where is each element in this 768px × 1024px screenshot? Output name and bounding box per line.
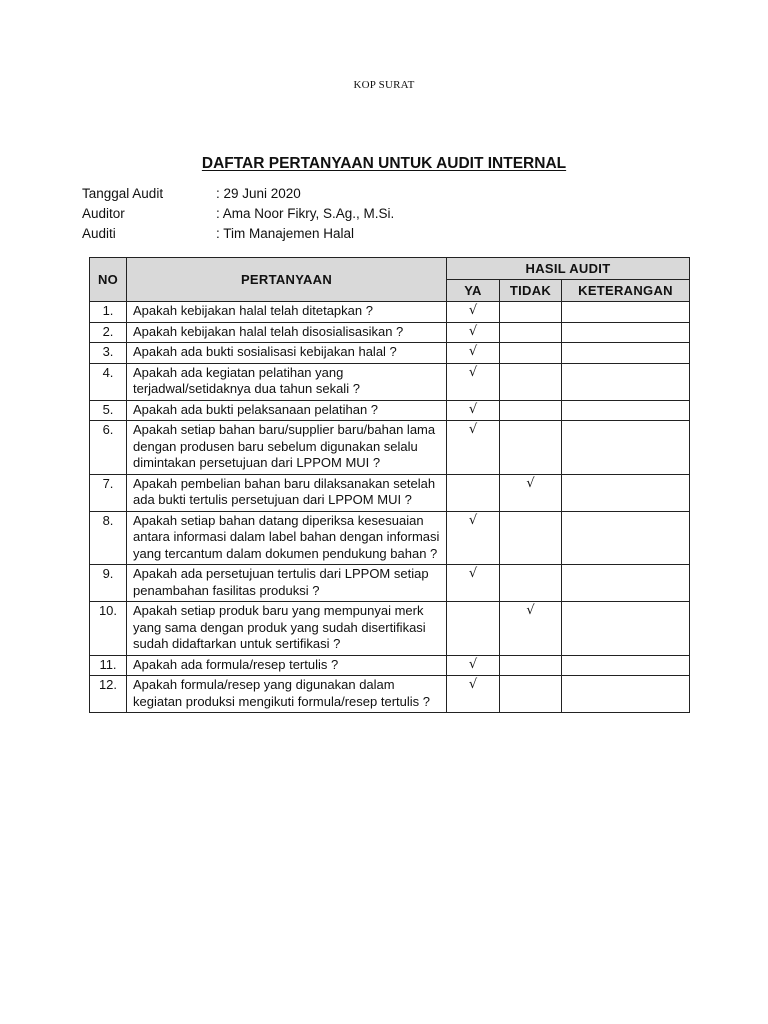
table-row — [90, 655, 690, 676]
row-question: Apakah ada formula/resep tertulis ? — [127, 655, 447, 676]
row-ya-check: √ — [447, 511, 500, 565]
meta-row-auditi — [82, 224, 394, 244]
row-keterangan — [562, 511, 690, 565]
row-tidak-check — [500, 363, 562, 400]
row-tidak-check — [500, 565, 562, 602]
row-number: 8. — [90, 511, 127, 565]
row-number: 2. — [90, 322, 127, 343]
row-number: 9. — [90, 565, 127, 602]
meta-value: : 29 Juni 2020 — [216, 186, 301, 201]
row-ya-check: √ — [447, 565, 500, 602]
table-row — [90, 363, 690, 400]
kop-surat: KOP SURAT — [353, 79, 415, 91]
table-row — [90, 676, 690, 713]
row-question: Apakah kebijakan halal telah ditetapkan ? — [127, 302, 447, 323]
row-question: Apakah setiap produk baru yang mempunyai merk yang sama dengan produk yang sudah disertifikasi sudah didaftarkan untuk sertifikasi ? — [127, 602, 447, 656]
row-tidak-check — [500, 655, 562, 676]
meta-value: : Tim Manajemen Halal — [216, 226, 355, 241]
header-row — [90, 258, 690, 280]
row-number: 6. — [90, 421, 127, 475]
header-pertanyaan: PERTANYAAN — [127, 258, 447, 302]
document-title: DAFTAR PERTANYAAN UNTUK AUDIT INTERNAL — [201, 155, 567, 172]
header-no: NO — [90, 258, 127, 302]
table-row — [90, 400, 690, 421]
audit-table — [89, 257, 690, 713]
row-tidak-check — [500, 322, 562, 343]
header-keterangan: KETERANGAN — [562, 280, 690, 302]
row-number: 10. — [90, 602, 127, 656]
row-keterangan — [562, 302, 690, 323]
row-tidak-check: √ — [500, 602, 562, 656]
header-hasil-audit: HASIL AUDIT — [447, 258, 690, 280]
header-tidak: TIDAK — [500, 280, 562, 302]
row-ya-check: √ — [447, 363, 500, 400]
row-keterangan — [562, 655, 690, 676]
row-question: Apakah setiap bahan baru/supplier baru/bahan lama dengan produsen baru sebelum digunakan selalu dimintakan persetujuan dari LPPOM MUI ? — [127, 421, 447, 475]
row-tidak-check — [500, 421, 562, 475]
table-row — [90, 343, 690, 364]
table-row — [90, 322, 690, 343]
row-keterangan — [562, 343, 690, 364]
row-tidak-check — [500, 511, 562, 565]
row-number: 5. — [90, 400, 127, 421]
row-ya-check: √ — [447, 400, 500, 421]
row-question: Apakah ada persetujuan tertulis dari LPPOM setiap penambahan fasilitas produksi ? — [127, 565, 447, 602]
row-ya-check: √ — [447, 322, 500, 343]
row-keterangan — [562, 400, 690, 421]
row-ya-check: √ — [447, 655, 500, 676]
table-row — [90, 511, 690, 565]
table-row — [90, 421, 690, 475]
row-keterangan — [562, 322, 690, 343]
row-question: Apakah setiap bahan datang diperiksa kesesuaian antara informasi dalam label bahan dengan informasi yang tercantum dalam dokumen pendukung bahan ? — [127, 511, 447, 565]
row-keterangan — [562, 363, 690, 400]
meta-label: Auditi — [82, 226, 116, 241]
row-ya-check — [447, 602, 500, 656]
row-keterangan — [562, 421, 690, 475]
row-tidak-check — [500, 302, 562, 323]
table-row — [90, 302, 690, 323]
row-question: Apakah formula/resep yang digunakan dalam kegiatan produksi mengikuti formula/resep tertulis ? — [127, 676, 447, 713]
row-ya-check — [447, 474, 500, 511]
row-keterangan — [562, 474, 690, 511]
row-number: 1. — [90, 302, 127, 323]
header-ya: YA — [447, 280, 500, 302]
row-ya-check: √ — [447, 302, 500, 323]
row-question: Apakah ada kegiatan pelatihan yang terjadwal/setidaknya dua tahun sekali ? — [127, 363, 447, 400]
table-row — [90, 565, 690, 602]
row-tidak-check — [500, 400, 562, 421]
meta-value: : Ama Noor Fikry, S.Ag., M.Si. — [216, 206, 395, 221]
row-ya-check: √ — [447, 676, 500, 713]
audit-meta — [82, 184, 394, 244]
row-question: Apakah ada bukti pelaksanaan pelatihan ? — [127, 400, 447, 421]
row-keterangan — [562, 676, 690, 713]
row-number: 4. — [90, 363, 127, 400]
meta-label: Tanggal Audit — [82, 186, 164, 201]
row-number: 12. — [90, 676, 127, 713]
row-number: 3. — [90, 343, 127, 364]
row-tidak-check — [500, 676, 562, 713]
row-ya-check: √ — [447, 343, 500, 364]
meta-row-auditor — [82, 204, 394, 224]
table-row — [90, 602, 690, 656]
row-tidak-check — [500, 343, 562, 364]
row-number: 7. — [90, 474, 127, 511]
row-number: 11. — [90, 655, 127, 676]
meta-label: Auditor — [82, 206, 125, 221]
row-ya-check: √ — [447, 421, 500, 475]
row-question: Apakah ada bukti sosialisasi kebijakan halal ? — [127, 343, 447, 364]
row-tidak-check: √ — [500, 474, 562, 511]
row-question: Apakah kebijakan halal telah disosialisasikan ? — [127, 322, 447, 343]
row-keterangan — [562, 602, 690, 656]
table-row — [90, 474, 690, 511]
meta-row-tanggal — [82, 184, 394, 204]
row-keterangan — [562, 565, 690, 602]
row-question: Apakah pembelian bahan baru dilaksanakan setelah ada bukti tertulis persetujuan dari LPPOM MUI ? — [127, 474, 447, 511]
